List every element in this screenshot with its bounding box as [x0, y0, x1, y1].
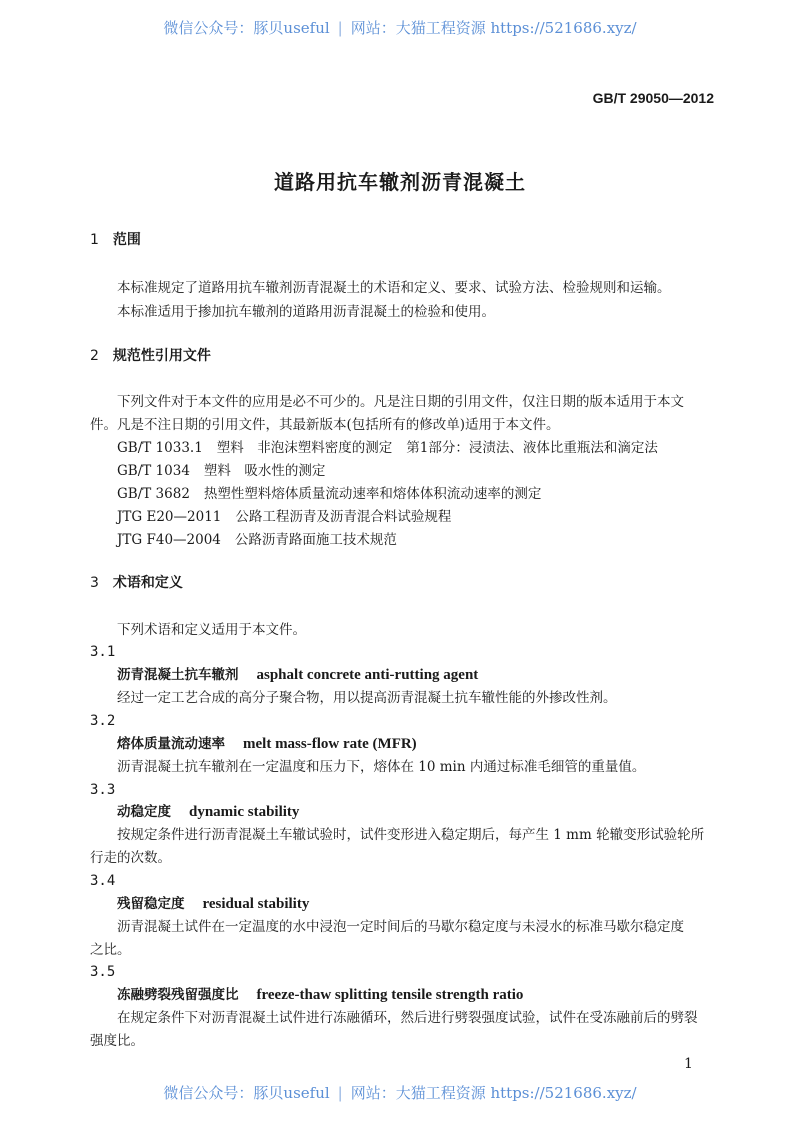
- section-title: 术语和定义: [112, 575, 183, 591]
- term-heading: [117, 734, 417, 754]
- term-heading: [117, 665, 478, 685]
- term-chinese: 沥青混凝土抗车辙剂: [117, 667, 239, 683]
- term-definition: 按规定条件进行沥青混凝土车辙试验时，试件变形进入稳定期后，每产生 1 mm 轮辙变形试验轮所: [117, 827, 705, 843]
- watermark-site: 网站：大猫工程资源 https://521686.xyz/: [350, 19, 637, 37]
- watermark-wechat: 微信公众号：豚贝useful: [163, 1084, 330, 1102]
- reference-part: 第1部分：浸渍法、液体比重瓶法和滴定法: [406, 440, 658, 456]
- term-english: asphalt concrete anti-rutting agent: [256, 667, 479, 683]
- term-definition: 经过一定工艺合成的高分子聚合物，用以提高沥青混凝土抗车辙性能的外掺改性剂。: [117, 690, 617, 706]
- paragraph: 下列文件对于本文件的应用是必不可少的。凡是注日期的引用文件，仅注日期的版本适用于本文: [117, 394, 684, 410]
- paragraph: 本标准规定了道路用抗车辙剂沥青混凝土的术语和定义、要求、试验方法、检验规则和运输。: [117, 280, 671, 296]
- term-english: dynamic stability: [189, 804, 300, 820]
- paragraph: 下列术语和定义适用于本文件。: [117, 622, 306, 638]
- section-2-heading: [90, 346, 211, 366]
- term-heading: [117, 802, 299, 822]
- section-3-heading: [90, 573, 183, 593]
- paragraph: 件。凡是不注日期的引用文件，其最新版本(包括所有的修改单)适用于本文件。: [90, 417, 560, 433]
- standard-number: GB/T 29050—2012: [592, 90, 714, 106]
- reference-item: [117, 438, 658, 458]
- term-definition: 沥青混凝土抗车辙剂在一定温度和压力下，熔体在 10 min 内通过标准毛细管的重量值。: [117, 759, 646, 775]
- term-number: 3.5: [90, 964, 116, 980]
- term-english: melt mass-flow rate (MFR): [243, 736, 417, 752]
- document-title: 道路用抗车辙剂沥青混凝土: [274, 170, 526, 194]
- reference-item: [117, 507, 451, 527]
- term-english: freeze-thaw splitting tensile strength ratio: [256, 987, 524, 1003]
- section-title: 范围: [112, 232, 141, 248]
- watermark-top: [0, 17, 800, 38]
- paragraph: 本标准适用于掺加抗车辙剂的道路用沥青混凝土的检验和使用。: [117, 304, 495, 320]
- watermark-bottom: [0, 1082, 800, 1103]
- reference-code: JTG F40—2004: [117, 532, 221, 548]
- watermark-site: 网站：大猫工程资源 https://521686.xyz/: [350, 1084, 637, 1102]
- section-1-heading: [90, 230, 141, 250]
- term-heading: [117, 985, 523, 1005]
- reference-title: 塑料 吸水性的测定: [203, 463, 326, 479]
- term-definition: 强度比。: [90, 1033, 144, 1049]
- reference-item: [117, 530, 397, 550]
- term-number: 3.4: [90, 873, 116, 889]
- watermark-wechat: 微信公众号：豚贝useful: [163, 19, 330, 37]
- term-number: 3.1: [90, 644, 116, 660]
- term-chinese: 动稳定度: [117, 804, 171, 820]
- term-chinese: 冻融劈裂残留强度比: [117, 987, 239, 1003]
- section-number: 3: [90, 575, 99, 591]
- reference-item: [117, 484, 541, 504]
- term-definition: 沥青混凝土试件在一定温度的水中浸泡一定时间后的马歇尔稳定度与未浸水的标准马歇尔稳定度: [117, 919, 684, 935]
- section-title: 规范性引用文件: [112, 348, 211, 364]
- watermark-separator: |: [337, 1084, 343, 1102]
- reference-code: GB/T 1033.1: [117, 440, 203, 456]
- reference-code: GB/T 3682: [117, 486, 190, 502]
- watermark-separator: |: [337, 19, 343, 37]
- term-number: 3.2: [90, 713, 116, 729]
- reference-code: GB/T 1034: [117, 463, 190, 479]
- page-number: 1: [684, 1056, 693, 1072]
- term-definition: 之比。: [90, 942, 131, 958]
- term-definition: 行走的次数。: [90, 850, 171, 866]
- section-number: 2: [90, 348, 99, 364]
- reference-title: 热塑性塑料熔体质量流动速率和熔体体积流动速率的测定: [203, 486, 542, 502]
- reference-title: 公路工程沥青及沥青混合料试验规程: [235, 509, 452, 525]
- reference-code: JTG E20—2011: [117, 509, 222, 525]
- term-chinese: 残留稳定度: [117, 896, 185, 912]
- reference-title: 塑料 非泡沫塑料密度的测定: [216, 440, 393, 456]
- term-number: 3.3: [90, 782, 116, 798]
- reference-title: 公路沥青路面施工技术规范: [234, 532, 397, 548]
- term-heading: [117, 894, 309, 914]
- term-english: residual stability: [202, 896, 310, 912]
- section-number: 1: [90, 232, 99, 248]
- reference-item: [117, 461, 325, 481]
- term-chinese: 熔体质量流动速率: [117, 736, 225, 752]
- term-definition: 在规定条件下对沥青混凝土试件进行冻融循环，然后进行劈裂强度试验，试件在受冻融前后的劈裂: [117, 1010, 698, 1026]
